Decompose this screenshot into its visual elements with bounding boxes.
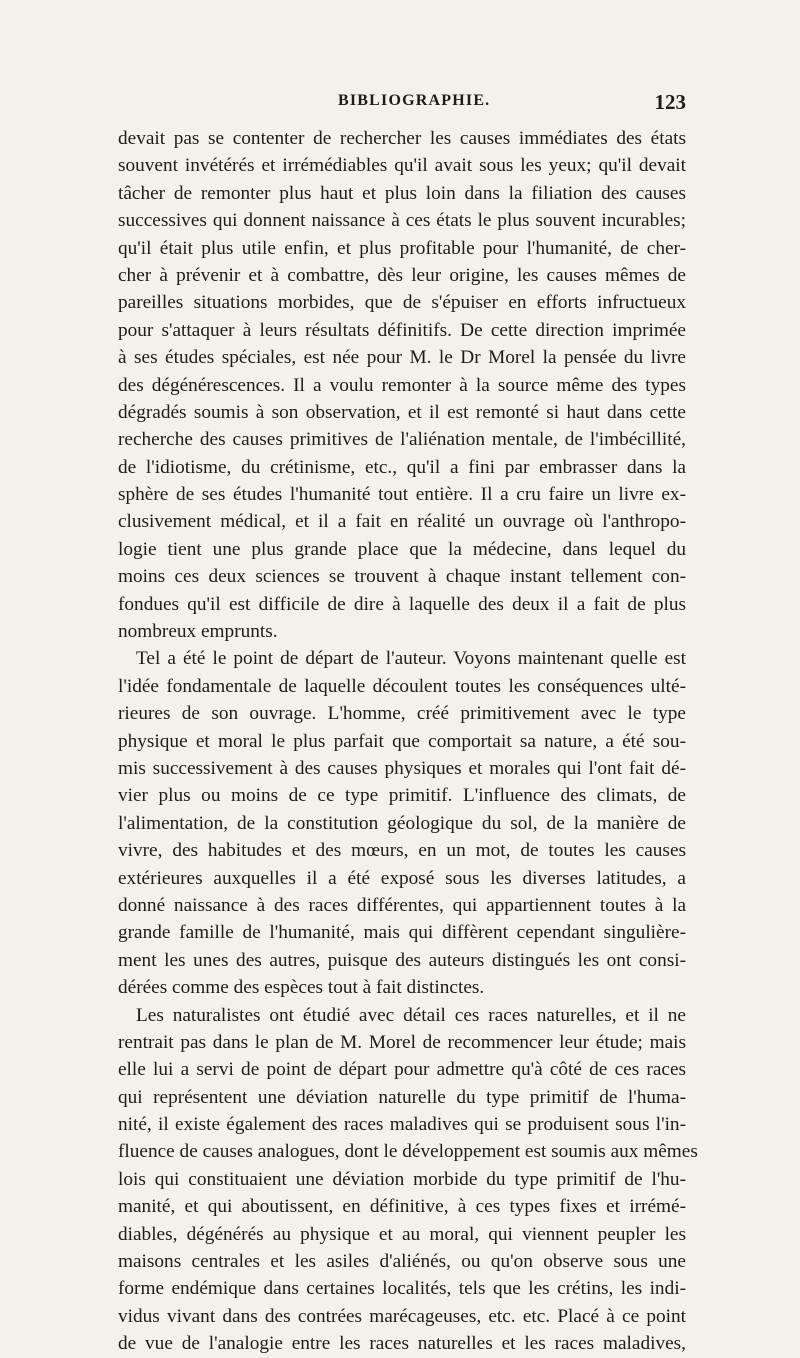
text-line: vivre, des habitudes et des mœurs, en un mot, de toutes les causes — [118, 840, 686, 862]
text-line: elle lui a servi de point de départ pour admettre qu'à côté de ces races — [118, 1059, 686, 1081]
text-line: successives qui donnent naissance à ces états le plus souvent incurables; — [118, 210, 686, 232]
text-line: à ses études spéciales, est née pour M. le Dr Morel la pensée du livre — [118, 347, 686, 369]
text-line: l'idée fondamentale de laquelle découlent toutes les conséquences ulté- — [118, 675, 686, 697]
text-line: donné naissance à des races différentes, qui appartiennent toutes à la — [118, 894, 686, 916]
text-line: des dégénérescences. Il a voulu remonter à la source même des types — [118, 374, 686, 396]
text-line: nité, il existe également des races maladives qui se produisent sous l'in- — [118, 1114, 686, 1136]
text-line: vidus vivant dans des contrées marécageuses, etc. etc. Placé à ce point — [118, 1305, 686, 1327]
text-line: souvent invétérés et irrémédiables qu'il avait sous les yeux; qu'il devait — [118, 155, 686, 177]
text-line: lois qui constituaient une déviation morbide du type primitif de l'hu- — [118, 1168, 686, 1190]
text-line: recherche des causes primitives de l'aliénation mentale, de l'imbécillité, — [118, 429, 686, 451]
text-line: moins ces deux sciences se trouvent à chaque instant tellement con- — [118, 566, 686, 588]
text-line: mis successivement à des causes physiques et morales qui l'ont fait dé- — [118, 757, 686, 779]
text-line: nombreux emprunts. — [118, 621, 278, 643]
body-text — [118, 125, 698, 1358]
book-page — [118, 90, 698, 1355]
text-line: rentrait pas dans le plan de M. Morel de recommencer leur étude; mais — [118, 1031, 686, 1053]
text-line: ment les unes des autres, puisque des auteurs distingués les ont consi- — [118, 949, 686, 971]
text-line: logie tient une plus grande place que la médecine, dans lequel du — [118, 538, 686, 560]
text-line: fluence de causes analogues, dont le développement est soumis aux mêmes — [118, 1141, 698, 1163]
text-line: maisons centrales et les asiles d'aliénés, ou qu'on observe sous une — [118, 1251, 686, 1273]
text-line: Tel a été le point de départ de l'auteur. Voyons maintenant quelle est — [136, 648, 686, 670]
running-header — [118, 92, 686, 120]
text-line: de vue de l'analogie entre les races naturelles et les races maladives, — [118, 1333, 686, 1355]
text-line: dérées comme des espèces tout à fait distinctes. — [118, 977, 485, 999]
text-line: pour s'attaquer à leurs résultats définitifs. De cette direction imprimée — [118, 319, 686, 341]
text-line: rieures de son ouvrage. L'homme, créé primitivement avec le type — [118, 703, 686, 725]
text-line: fondues qu'il est difficile de dire à laquelle des deux il a fait de plus — [118, 593, 686, 615]
text-line: devait pas se contenter de rechercher les causes immédiates des états — [118, 128, 686, 149]
text-line: physique et moral le plus parfait que comportait sa nature, a été sou- — [118, 730, 686, 752]
text-line: diables, dégénérés au physique et au moral, qui viennent peupler les — [118, 1223, 686, 1245]
page-number: 123 — [654, 90, 686, 114]
text-line: vier plus ou moins de ce type primitif. L'influence des climats, de — [118, 785, 686, 807]
text-line: qu'il était plus utile enfin, et plus profitable pour l'humanité, de cher- — [118, 237, 686, 259]
text-line: cher à prévenir et à combattre, dès leur origine, les causes mêmes de — [118, 264, 686, 286]
text-line: dégradés soumis à son observation, et il est remonté si haut dans cette — [118, 401, 686, 423]
text-line: de l'idiotisme, du crétinisme, etc., qu'il a fini par embrasser dans la — [118, 456, 686, 478]
text-line: l'alimentation, de la constitution géologique du sol, de la manière de — [118, 812, 686, 834]
running-title: BIBLIOGRAPHIE. — [338, 92, 491, 109]
text-line: grande famille de l'humanité, mais qui diffèrent cependant singulière- — [118, 922, 686, 944]
text-line: forme endémique dans certaines localités, tels que les crétins, les indi- — [118, 1278, 686, 1300]
text-line: manité, et qui aboutissent, en définitive, à ces types fixes et irrémé- — [118, 1196, 686, 1218]
text-line: tâcher de remonter plus haut et plus loin dans la filiation des causes — [118, 182, 686, 204]
text-line: pareilles situations morbides, que de s'épuiser en efforts infructueux — [118, 292, 686, 314]
text-line: clusivement médical, et il a fait en réalité un ouvrage où l'anthropo- — [118, 511, 686, 533]
text-line: qui représentent une déviation naturelle du type primitif de l'huma- — [118, 1086, 686, 1108]
text-line: Les naturalistes ont étudié avec détail ces races naturelles, et il ne — [136, 1004, 686, 1026]
text-line: sphère de ses études l'humanité tout entière. Il a cru faire un livre ex- — [118, 484, 686, 506]
text-line: extérieures auxquelles il a été exposé sous les diverses latitudes, a — [118, 867, 686, 889]
